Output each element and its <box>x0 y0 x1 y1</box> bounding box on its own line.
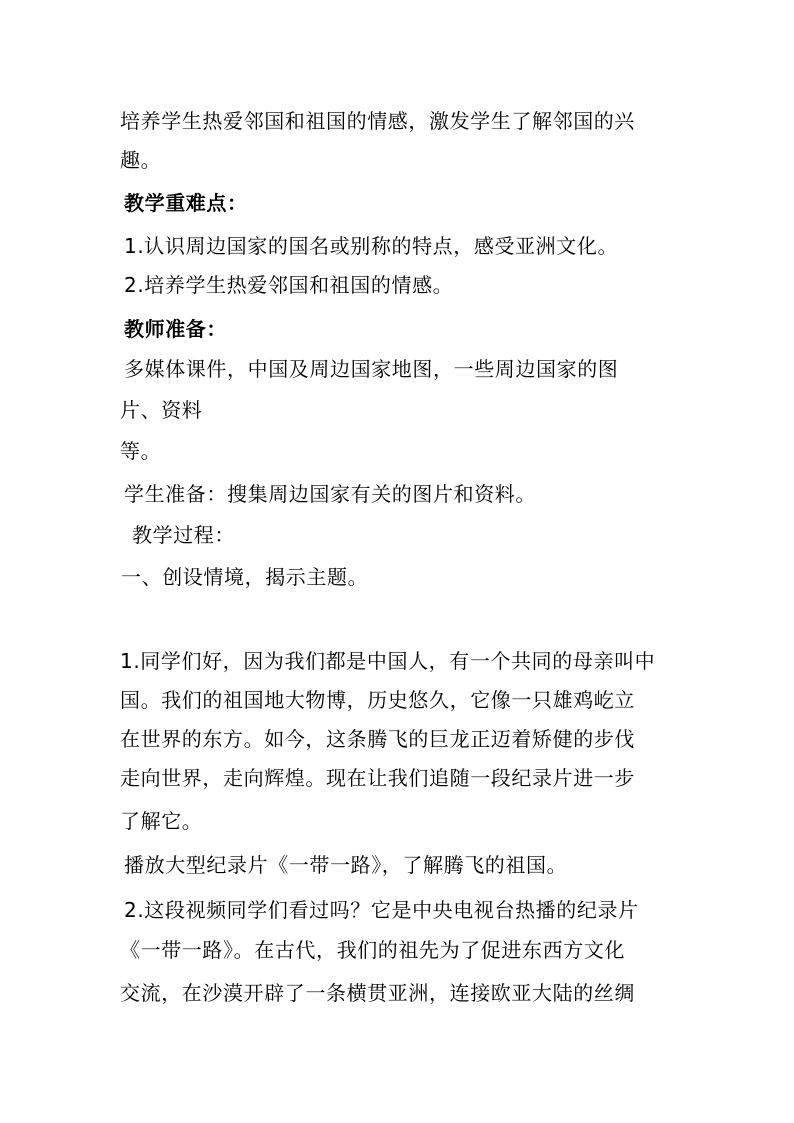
paragraph-line: 多媒体课件，中国及周边国家地图，一些周边国家的图 <box>124 357 619 381</box>
paragraph-line: 2.这段视频同学们看过吗？它是中央电视台热播的纪录片 <box>124 898 639 922</box>
paragraph-line: 1.认识周边国家的国名或别称的特点，感受亚洲文化。 <box>124 234 619 258</box>
section-heading: 教师准备： <box>124 317 227 341</box>
paragraph-line: 在世界的东方。如今，这条腾飞的巨龙正迈着矫健的步伐 <box>120 727 635 751</box>
section-heading: 教学重难点： <box>124 191 248 215</box>
paragraph-line: 学生准备：搜集周边国家有关的图片和资料。 <box>124 482 536 506</box>
paragraph-line: 国。我们的祖国地大物博，历史悠久，它像一只雄鸡屹立 <box>120 688 635 712</box>
paragraph-line: 1.同学们好，因为我们都是中国人，有一个共同的母亲叫中 <box>120 649 656 673</box>
paragraph-line: 等。 <box>120 439 162 463</box>
paragraph-line: 交流，在沙漠开辟了一条横贯亚洲，连接欧亚大陆的丝绸 <box>120 981 635 1005</box>
paragraph-line: 《一带一路》。在古代，我们的祖先为了促进东西方文化 <box>120 938 625 962</box>
paragraph-line: 片、资料 <box>120 398 203 422</box>
paragraph-line: 了解它。 <box>120 809 203 833</box>
paragraph-line: 趣。 <box>120 148 162 172</box>
paragraph-line: 培养学生热爱邻国和祖国的情感，激发学生了解邻国的兴 <box>120 109 635 133</box>
section-heading: 教学过程： <box>132 523 235 547</box>
paragraph-line: 一、创设情境，揭示主题。 <box>121 565 369 589</box>
paragraph-line: 播放大型纪录片《一带一路》，了解腾飞的祖国。 <box>124 853 568 877</box>
paragraph-line: 走向世界，走向辉煌。现在让我们追随一段纪录片进一步 <box>120 766 635 790</box>
paragraph-line: 2.培养学生热爱邻国和祖国的情感。 <box>124 273 454 297</box>
